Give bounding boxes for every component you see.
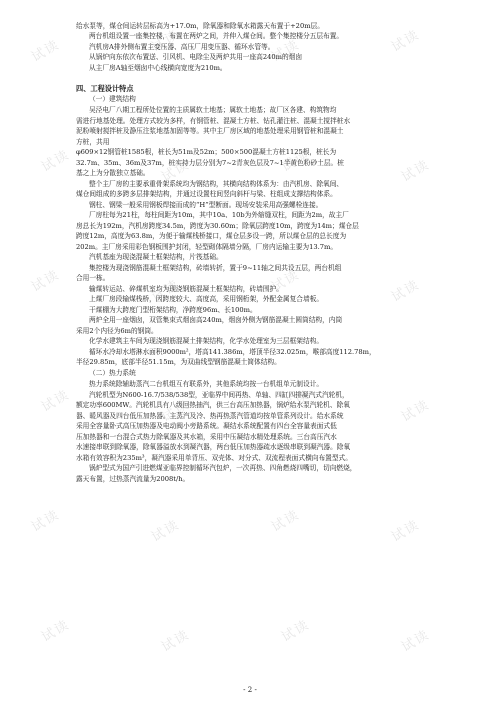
watermark: 试读: [269, 37, 303, 66]
text-line: 吴泾电厂八期工程所处位置的主质属软土地基；属软土地基；故厂区各建、构筑物均: [89, 106, 337, 114]
text-line: 基之上为分散独立基础。: [76, 169, 150, 177]
text-line: 上煤厂房段输煤栈桥，因跨度较大、高度高，采用钢桁架，外配金属复合墙板。: [89, 295, 324, 303]
text-line: 采用全容量卧式高压加热器及电动阀小旁路系统。凝结水系统配置有四台全容量表面式低: [76, 422, 337, 430]
text-line: 化学水建筑主车间为现浇钢筋混凝土排架结构，化学水处理室为三层框架结构。: [89, 337, 324, 345]
page-number: - 2 -: [243, 686, 257, 694]
watermark: 试读: [389, 277, 423, 306]
text-line: 钢柱、钢梁一般采用钢板焊接而成的“H”型断面。现场安装采用高强螺栓连接。: [89, 201, 323, 209]
watermark: 试读: [149, 277, 183, 306]
text-line: 半径29.85m，底部半径51.15m，为双曲线型钢筋混凝土简体结构。: [76, 358, 281, 366]
text-line: 压加热器和一台混合式热力除氧器及其水箱，采用中压凝结水精处理系统。三台高压汽水: [76, 433, 337, 441]
text-line: 方桩，共用: [76, 138, 110, 146]
watermark: 试读: [39, 617, 73, 646]
watermark: 试读: [279, 617, 313, 646]
watermark: 试读: [159, 397, 193, 426]
text-line: 热力系统除辅助蒸汽二台机组互有联系外，其他系统均按一台机组单元制设计。: [89, 380, 324, 388]
text-line: 水箱有效容积为235m³，凝汽器采用单背压、双壳体、对分式、双流程表面式横向布置型式。: [76, 454, 352, 462]
section-heading: 四、工程设计特点: [76, 84, 134, 93]
text-line: 集控楼为现浇钢筋混凝土框架结构，砖墙转折，置于9~11轴之间共设五层，两台机组: [89, 264, 342, 272]
text-line: 两台机组设置一座集控楼，布置在两炉之间，并伸入煤仓间。整个集控楼分五层布置。: [89, 32, 344, 40]
text-line: 给水泵等，煤仓间运转层标高为+17.0m，除氧器和除氧水箱露天布置于+20m层。: [76, 22, 324, 30]
watermark: 试读: [149, 27, 183, 56]
watermark: 试读: [159, 627, 193, 656]
text-line: 额定功率600MW。汽轮机具有八级回热抽汽，供三台高压加热器，锅炉给水泵汽轮机、除氧: [76, 401, 350, 409]
watermark: 试读: [29, 37, 63, 66]
text-line: 泥粉喷射搅拌桩及静压注浆地基加固等等。其中主厂房区域的地基处理采用钢管桩和混凝土: [76, 127, 344, 135]
watermark: 试读: [399, 157, 433, 186]
text-line: 32.7m、35m、36m及37m，桩实持力层分别为7~2青灰色层及7~1半黄色粉砂土层。桩: [76, 159, 344, 167]
text-line: φ609×12钢管桩1585根，桩长为51m及52m；500×500混凝土方桩1125根，桩长为: [76, 148, 337, 156]
watermark: 试读: [39, 147, 73, 176]
text-line: 采用2个内径为6m的钢筒。: [76, 327, 158, 335]
text-line: 两炉全用一座烟囱，双管集束式烟囱高240m，烟囱外侧为钢筋混凝土圆筒结构，内筒: [89, 316, 343, 324]
text-line: 从锅炉向东依次布置送、引风机、电除尘及两炉共用一座高240m的烟囱: [89, 53, 303, 61]
text-line: 汽机房A排外侧布置主变压器、高压厂用变压器、循环水管等。: [89, 43, 275, 51]
subsection-heading: （二）热力系统: [89, 369, 136, 377]
watermark: 试读: [279, 147, 313, 176]
text-line: 水速接串联到除氧器，除氧器溢放水到凝汽器，两台低压加热器疏水逐级串联到凝汽器。除氧: [76, 443, 351, 451]
text-line: 202m。主厂房采用彩色钢板围护封闭，轻型砌体隔墙分隔，厂房内运输主要为13.7m。: [76, 243, 338, 251]
text-line: 从主厂房A轴至烟囱中心线横向宽度为210m。: [89, 64, 227, 72]
watermark: 试读: [39, 387, 73, 416]
text-line: 厂房柱每为21柱，每柱间距为10m，其中10a、10b为外缩缝双柱，间距为2m，故主厂: [89, 211, 349, 219]
text-line: 汽轮机型为N600-16.7/538/538型，亚临界中间再热、单轴、四缸四排凝汽式汽轮机，: [89, 391, 349, 399]
watermark: 试读: [389, 27, 423, 56]
text-line: 器、暖风器及四台低压加热器。主蒸汽及冷、热再热蒸汽管道均按单管系列设计。给水系统: [76, 412, 344, 420]
watermark: 试读: [389, 517, 423, 546]
subsection-heading: （一）建筑结构: [89, 95, 136, 103]
watermark: 试读: [149, 517, 183, 546]
text-line: 干煤棚为大跨度门型桁架结构，净跨度96m、长100m。: [89, 306, 257, 314]
watermark: 试读: [269, 507, 303, 536]
watermark: 试读: [399, 397, 433, 426]
watermark: 试读: [279, 387, 313, 416]
text-line: 需进行地基处理。处理方式较为多样，有钢管桩、混凝土方桩、钻孔灌注桩、混凝土搅拌桩水: [76, 117, 351, 125]
text-line: 汽机基座为现浇混凝土框架结构，片筏基础。: [89, 253, 223, 261]
text-line: 输煤转运站、碎煤机室均为现浇钢筋混凝土框架结构，砖墙围护。: [89, 285, 283, 293]
text-line: 煤仓间组成的多跨多层排架结构，并通过设置柱间竖向斜杆与梁、柱组成支撑结构体系。: [76, 190, 337, 198]
text-line: 循环水冷却水塔淋水面积9000m²，塔高141.386m，塔顶半径32.025m，喉部高度112.78m，: [89, 348, 376, 356]
text-line: 房总长为192m，汽机房跨度34.5m，跨度为30.60m；除氧层跨度10m，跨度为14m；煤仓层: [76, 222, 359, 230]
watermark: 试读: [29, 267, 63, 296]
watermark: 试读: [269, 267, 303, 296]
text-line: 跨度12m，高度为63.8m，为便于输煤栈桥接口，煤仓层多设一跨，所以煤仓层的总长度为: [76, 232, 347, 240]
text-line: 合用一栋。: [76, 274, 110, 282]
watermark: 试读: [29, 507, 63, 536]
watermark: 试读: [399, 627, 433, 656]
text-line: 露天布置，过热蒸汽流量为2008t/h。: [76, 475, 190, 483]
text-line: 整个主厂房的主要承重骨架系统均为钢结构，其横向结构体系为：由汽机房、除氧间、: [89, 180, 344, 188]
text-line: 锅炉型式为国产引进燃煤亚临界控制循环汽包炉，一次再热、四角燃烧四嘴切，切向燃烧，: [89, 464, 357, 472]
watermark: 试读: [159, 157, 193, 186]
